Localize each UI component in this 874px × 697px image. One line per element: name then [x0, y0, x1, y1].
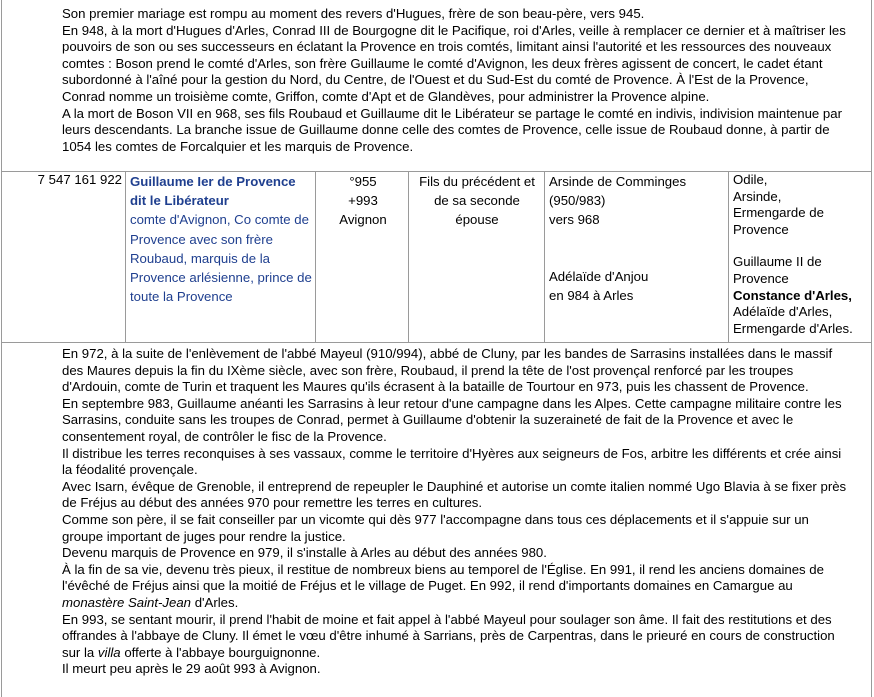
col-divider [315, 171, 316, 343]
paragraph-line: Avec Isarn, évêque de Grenoble, il entreprend de repeupler le Dauphiné et autorise un comte italien nommé Ugo Blavia à se fixer près de Fréjus au début des années 970 pour remettre les terres en cultures. [62, 478, 847, 511]
person-titles: comte d'Avignon, Co comte de Provence avec son frère Roubaud, marquis de la Provence arlésienne, prince de toute la Provence [130, 212, 312, 305]
spouse-name: Arsinde de Comminges [549, 174, 687, 189]
dates-cell [320, 172, 406, 229]
child-name: Constance d'Arles, [733, 287, 852, 303]
child-name: Ermengarde d'Arles. [733, 320, 853, 336]
filiation: Fils du précédent et de sa seconde épouse [419, 174, 535, 227]
top-paragraph [62, 6, 852, 155]
paragraph-text: À la fin de sa vie, devenu très pieux, il restitue de nombreux biens au temporel de l'Église. En 991, il rend les anciens domaines de l'évêché de Fréjus ainsi que la moitié de Fréjus et le village de Puget. En 992, il rend d'importants domaines en Camargue au [62, 561, 824, 594]
row-bottom-border [1, 342, 872, 343]
sosa-number: 7 547 161 922 [37, 172, 122, 187]
paragraph-line: Son premier mariage est rompu au moment des revers d'Hugues, frère de son beau-père, vers 945. [62, 6, 645, 21]
col-divider [728, 171, 729, 343]
child-name: Odile, [733, 172, 768, 187]
person-name: Guillaume Ier de Provence dit le Libérateur [130, 174, 296, 209]
death-place: Avignon [339, 212, 387, 227]
col-divider [544, 171, 545, 343]
death-date: +993 [348, 193, 378, 208]
col-divider [125, 171, 126, 343]
paragraph-line [62, 612, 852, 662]
child-name: Guillaume II de Provence [733, 254, 822, 286]
paragraph-line [62, 562, 852, 612]
bottom-paragraph [62, 346, 852, 678]
children-cell [733, 172, 869, 337]
paragraph-line: A la mort de Boson VII en 968, ses fils Roubaud et Guillaume dit le Libérateur se partage le comté en indivis, indivision maintenue par leurs descendants. La branche issue de Guillaume donne celle des comtes de Provence, celle issue de Roubaud donne, à partir de 1054 les comtes de Forcalquier et les marquis de Provence. [62, 105, 842, 154]
paragraph-line: Comme son père, il se fait conseiller par un vicomte qui dès 977 l'accompagne dans tous ces déplacements et il s'appuie sur un groupe important de juges pour rendre la justice. [62, 511, 809, 544]
col-divider [408, 171, 409, 343]
paragraph-line: En septembre 983, Guillaume anéanti les Sarrasins à leur retour d'une campagne dans les Alpes. Cette campagne militaire contre les Sarrasins, conduite sans les troupes de Conrad, permet à Guillaume d'obtenir la suzeraineté de fait de la Provence et avec le consentement royal, de contrôler le fisc de la Provence. [62, 395, 842, 444]
paragraph-text: d'Arles. [194, 594, 239, 610]
birth-date: °955 [349, 174, 377, 189]
paragraph-line: Devenu marquis de Provence en 979, il s'installe à Arles au début des années 980. [62, 545, 547, 561]
paragraph-line: En 948, à la mort d'Hugues d'Arles, Conrad III de Bourgogne dit le Pacifique, roi d'Arles, veille à remplacer ce dernier et à maîtriser les pouvoirs de son ou ses successeurs en éclatant la Provence en trois comtés, limitant ainsi l'autorité et les ressources des nouveaux comtes : Boson prend le comté d'Arles, son frère Guillaume le comté d'Avignon, les deux frères agissent de concert, le cadet étant subordonné à l'aîné pour la gestion du Nord, du Centre, de l'Ouest et du Sud-Est du comté de Provence. À l'Est de la Provence, Conrad nomme un troisième comte, Griffon, comte d'Apt et de Glandèves, pour administrer la Provence alpine. [62, 22, 846, 104]
child-name: Adélaïde d'Arles, [733, 304, 833, 320]
paragraph-line: En 972, à la suite de l'enlèvement de l'abbé Mayeul (910/994), abbé de Cluny, par les bandes de Sarrasins installées dans le massif des Maures depuis la fin du IXème siècle, avec son frère, Roubaud, il prend la tête de l'ost provençal renforcé par les troupes d'Ardouin, comte de Turin et traquent les Maures qu'ils écrasent à la bataille de Tourtour en 973, puis les chassent de Provence. [62, 346, 833, 395]
child-name: Arsinde, [733, 188, 782, 204]
person-name-cell [130, 172, 312, 306]
paragraph-text: En 993, se sentant mourir, il prend l'habit de moine et fait appel à l'abbé Mayeul pour soulager son âme. Il fait des restitutions et des offrandes à l'abbaye de Cluny. Il émet le vœu d'être inhumé à Sarrians, près de Carpentras, dans le prieuré en cours de construction sur la [62, 611, 835, 660]
marriage-date: en 984 à Arles [549, 288, 634, 303]
spouse-name: Adélaïde d'Anjou [549, 269, 649, 284]
marriage-date: vers 968 [549, 212, 600, 227]
spouses-cell [549, 172, 727, 305]
monastery-name: monastère Saint-Jean [62, 594, 192, 610]
spouse-dates: (950/983) [549, 193, 606, 208]
paragraph-line: Il meurt peu après le 29 août 993 à Avignon. [62, 661, 321, 677]
child-name: Ermengarde de Provence [733, 205, 824, 237]
villa-word: villa [97, 644, 121, 660]
paragraph-text: offerte à l'abbaye bourguignonne. [124, 644, 321, 660]
paragraph-line: Il distribue les terres reconquises à ses vassaux, comme le territoire d'Hyères aux seigneurs de Fos, arbitre les différents et crée ainsi la féodalité provençale. [62, 445, 842, 478]
